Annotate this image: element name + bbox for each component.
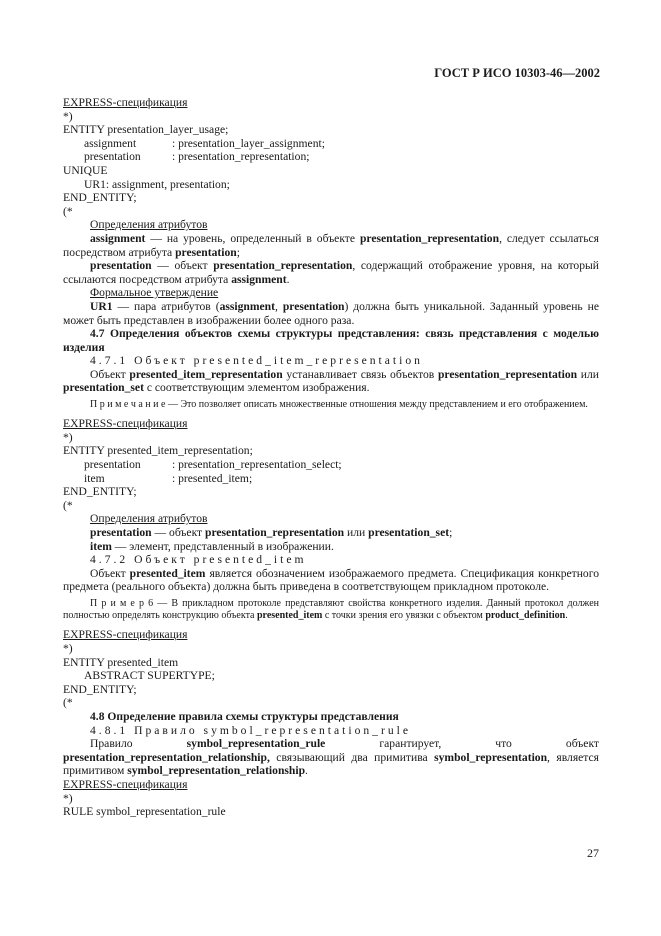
comment-open: (* <box>63 204 73 218</box>
end-entity: END_ENTITY; <box>63 485 137 499</box>
note: П р и м е ч а н и е — Это позволяет описать множественные отношения между представлением и его отображением. <box>90 399 588 411</box>
section-4-8-heading: 4.8 Определение правила схемы структуры представления <box>90 709 399 723</box>
definition-line: presentation — объект presentation_representation или presentation_set; <box>90 526 453 540</box>
entity-declaration: ENTITY presented_item_representation; <box>63 444 253 458</box>
comment-close: *) <box>63 430 73 444</box>
subsection-4-7-1-heading: 4.7.1 Объект presented_item_representation <box>90 354 423 368</box>
express-heading: EXPRESS-спецификация <box>63 628 188 642</box>
section-4-7-heading: 4.7 Определения объектов схемы структуры представления: связь представления с моделью изделия <box>63 327 599 354</box>
attribute-row <box>63 137 599 151</box>
attribute-type: : presentation_layer_assignment; <box>172 136 325 150</box>
unique-rule: UR1: assignment, presentation; <box>84 177 230 191</box>
attribute-row <box>63 150 599 164</box>
attribute-definitions-heading: Определения атрибутов <box>90 512 208 526</box>
attribute-name: assignment <box>84 136 137 150</box>
comment-close: *) <box>63 791 73 805</box>
subsection-paragraph: Правило symbol_representation_rule гарантирует, что объект presentation_representation_relationship, связывающий два примитива symbol_representation, является примитивом symbol_representation_relationship. <box>63 737 599 778</box>
end-entity: END_ENTITY; <box>63 682 137 696</box>
attribute-name: presentation <box>84 458 141 472</box>
attribute-type: : presentation_representation; <box>172 150 310 164</box>
abstract-supertype: ABSTRACT SUPERTYPE; <box>84 669 215 683</box>
attribute-type: : presented_item; <box>172 471 253 485</box>
definition-paragraph: presentation — объект presentation_representation, содержащий отображение уровня, на который ссылаются посредством атрибута assignment. <box>63 259 599 286</box>
formal-proposition-text: UR1 — пара атрибутов (assignment, presentation) должна быть уникальной. Заданный уровень не может быть представлен в изображении более одного раза. <box>63 299 599 327</box>
comment-close: *) <box>63 109 73 123</box>
definition-line: item — элемент, представленный в изображении. <box>90 539 334 553</box>
subsection-paragraph: Объект presented_item является обозначением изображаемого предмета. Спецификация конкретного предмета (реального объекта) должна быть приведена в соответствующем прикладном протоколе. <box>63 566 599 594</box>
subsection-paragraph: Объект presented_item_representation устанавливает связь объектов presentation_representation или presentation_set с соответствующим элементом изображения. <box>63 367 599 395</box>
attribute-type: : presentation_representation_select; <box>172 458 342 472</box>
attribute-row <box>63 458 599 472</box>
end-entity: END_ENTITY; <box>63 191 137 205</box>
attribute-definitions-heading: Определения атрибутов <box>90 218 208 232</box>
subsection-4-8-1-heading: 4.8.1 Правило symbol_representation_rule <box>90 723 411 737</box>
comment-close: *) <box>63 641 73 655</box>
express-heading: EXPRESS-спецификация <box>63 96 188 109</box>
definition-paragraph: assignment — на уровень, определенный в объекте presentation_representation, следует ссылаться посредством атрибута presentation; <box>63 231 600 259</box>
comment-open: (* <box>63 696 73 710</box>
entity-declaration: ENTITY presentation_layer_usage; <box>63 123 229 137</box>
express-heading: EXPRESS-спецификация <box>63 417 188 431</box>
example-note: П р и м е р 6 — В прикладном протоколе представляют свойства конкретного изделия. Данный протокол должен полностью определять конструкцию объекта presented_item с точки зрения его увязки с объектом product_definition. <box>63 597 599 622</box>
attribute-name: presentation <box>84 150 141 164</box>
standard-header: ГОСТ Р ИСО 10303-46—2002 <box>434 66 600 80</box>
unique-keyword: UNIQUE <box>63 163 108 177</box>
attribute-row <box>63 472 599 486</box>
subsection-4-7-2-heading: 4.7.2 Объект presented_item <box>90 553 307 567</box>
rule-declaration: RULE symbol_representation_rule <box>63 805 226 819</box>
formal-proposition-heading: Формальное утверждение <box>90 286 219 300</box>
page-number: 27 <box>587 846 599 860</box>
attribute-name: item <box>84 471 105 485</box>
express-heading: EXPRESS-спецификация <box>63 777 188 791</box>
entity-declaration: ENTITY presented_item <box>63 655 179 669</box>
comment-open: (* <box>63 498 73 512</box>
page-content <box>63 96 599 819</box>
